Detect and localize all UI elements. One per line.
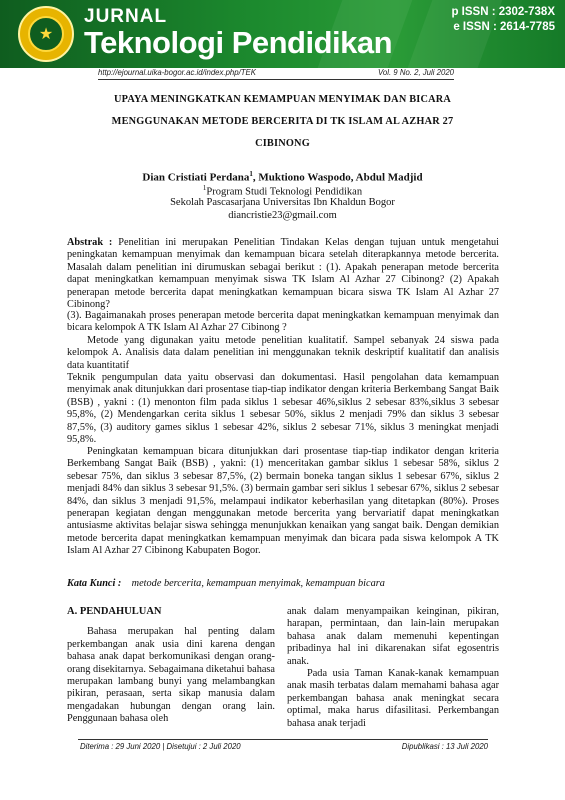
star-icon: ★ [38,24,54,43]
journal-meta-line [98,67,454,80]
journal-banner [0,0,565,68]
abstract-paragraph-3: Metode yang digunakan yaitu metode penelitian kualitatif. Sampel sebanyak 24 siswa pada kelompok A. Analisis data dalam penelitian ini menggunakan teknik deskriptif kualitatif dan analisis data kuantitatif [67,335,499,371]
author-email[interactable]: diancristie23@gmail.com [228,210,337,221]
keywords [67,578,499,589]
abstract-paragraph-5: Peningkatan kemampuan bicara ditunjukkan dari prosentase tiap-tiap indikator dengan kriteria Berkembang Sangat Baik (BSB) , yakni: (1) menceritakan gambar siklus 1 sebesar 58%, siklus 2 sebesar 75%, dan siklus 3 sebesar 87,5%, (2) bermain boneka tangan siklus 1 sebesar 67%, siklus 2 menjadi 84% dan siklus 3 sebesar 91,5%. (3) bermain gambar seri siklus 1 sebesar 67%, siklus 2 sebesar 84%, dan siklus 3 menjadi 91,5%, melampaui indikator keberhasilan yang ditetapkan (80%). Proses penerapan kegiatan dengan menggunakan metode bercerita yang bervariatif dapat meningkatkan antusiasme aktivitas belajar siswa sehingga menunjukkan kenaikan yang sangat baik. Dengan demikian metode bercerita dapat meningkatkan kemampuan menyimak dan bicara pada siswa kelompok A TK Islam Al Azhar 27 Cibinong Kabupaten Bogor. [67,446,499,557]
authors [60,170,505,184]
section-title: A. PENDAHULUAN [67,606,162,617]
author-first: Dian Cristiati Perdana [142,171,250,184]
keywords-label: Kata Kunci : [67,578,122,589]
p-issn: p ISSN : 2302-738X [451,6,555,18]
keywords-text: metode bercerita, kemampuan menyimak, kemampuan bicara [131,578,385,589]
affiliation-program [60,184,505,198]
abstract-paragraph-2: (3). Bagaimanakah proses penerapan metode bercerita dapat meningkatkan kemampuan menyimak dan bicara kelompok A TK Islam Al Azhar 27 Cibinong ? [67,310,499,334]
publication-footer [78,739,488,752]
published-date: Dipublikasi : 13 Juli 2020 [401,742,488,751]
abstract-paragraph-1 [67,237,499,311]
journal-url[interactable]: http://ejournal.uika-bogor.ac.id/index.php/TEK [98,68,256,77]
logo-inner-circle [28,16,64,52]
abstract-p1-text: Penelitian ini merupakan Penelitian Tindakan Kelas dengan tujuan untuk mengetahui peningkatan kemampuan menyimak dan kemampuan bicara setelah diterapkannya metode bercerita. Masalah dalam penelitian ini dirumuskan sebagai berikut : (1). Apakah penerapan metode bercerita dapat meningkatkan kemampuan menyimak siswa TK Islam Al Azhar 27 Cibinong? (2) Apakah penerapan metode bercerita dapat meningkatkan kemampuan bicara siswa TK Islam Al Azhar 27 Cibinong? [67,237,499,311]
paper-title-line-2: MENGGUNAKAN METODE BERCERITA DI TK ISLAM AL AZHAR 27 [111,116,454,127]
paper-title-line-3: CIBINONG [255,138,310,149]
abstract-paragraph-4: Teknik pengumpulan data yaitu observasi dan dokumentasi. Hasil pengolahan data kemampuan menyimak anak ditunjukkan dari prosentase tiap-tiap indikator dengan kriteria Berkembang Sangat Baik (BSB) , yakni : (1) menonton film pada siklus 1 sebesar 46%,siklus 2 sebesar 83%,siklus 3 sebesar 95,8%, (2) Mendengarkan cerita siklus 1 sebesar 50%, siklus 2 menjadi 79% dan siklus 3 sebesar 87,5%, (3) auditory games siklus 1 sebesar 42%, siklus 2 sebesar 71%, siklus 3 meningkat menjadi 95,8%. [67,372,499,446]
e-issn: e ISSN : 2614-7785 [453,21,555,33]
university-logo [18,6,74,62]
abstract-label: Abstrak : [67,237,113,248]
affiliation-program-text: Program Studi Teknologi Pendidikan [206,186,363,198]
body-right-column [287,606,499,730]
body-right-paragraph-1: anak dalam menyampaikan keinginan, pikiran, harapan, permintaan, dan lain-lain merupakan bahasa anak dalam memenuhi kepentingan pribadinya hal ini dikarenakan sifat egosentris anak. [287,606,499,667]
affiliation-superscript: 1 [202,184,207,192]
author-superscript: 1 [249,170,253,178]
affiliation-school: Sekolah Pascasarjana Universitas Ibn Khaldun Bogor [170,197,395,208]
journal-label: JURNAL [84,6,168,27]
received-approved-dates: Diterima : 29 Juni 2020 | Disetujui : 2 Juli 2020 [80,742,241,751]
volume-info: Vol. 9 No. 2, Juli 2020 [378,68,454,77]
body-left-column [67,606,275,726]
authors-rest: , Muktiono Waspodo, Abdul Madjid [252,171,423,184]
journal-name: Teknologi Pendidikan [84,25,393,60]
body-right-paragraph-2: Pada usia Taman Kanak-kanak kemampuan anak masih terbatas dalam memahami bahasa agar perkembangan bahasa anak meningkat secara optimal, maka harus difasilitasi. Perkembangan bahasa anak terjadi [287,668,499,729]
body-left-paragraph: Bahasa merupakan hal penting dalam perkembangan anak usia dini karena dengan bahasa anak dapat berkomunikasi dengan orang-orang disekitarnya. Sebagaimana diketahui bahasa merupakan lambang bunyi yang melambangkan pikiran, perasaan, serta sikap manusia dalam mengadakan hubungan dengan orang lain. Penggunaan bahasa oleh [67,626,275,725]
paper-title-line-1: UPAYA MENINGKATKAN KEMAMPUAN MENYIMAK DAN BICARA [113,94,452,105]
